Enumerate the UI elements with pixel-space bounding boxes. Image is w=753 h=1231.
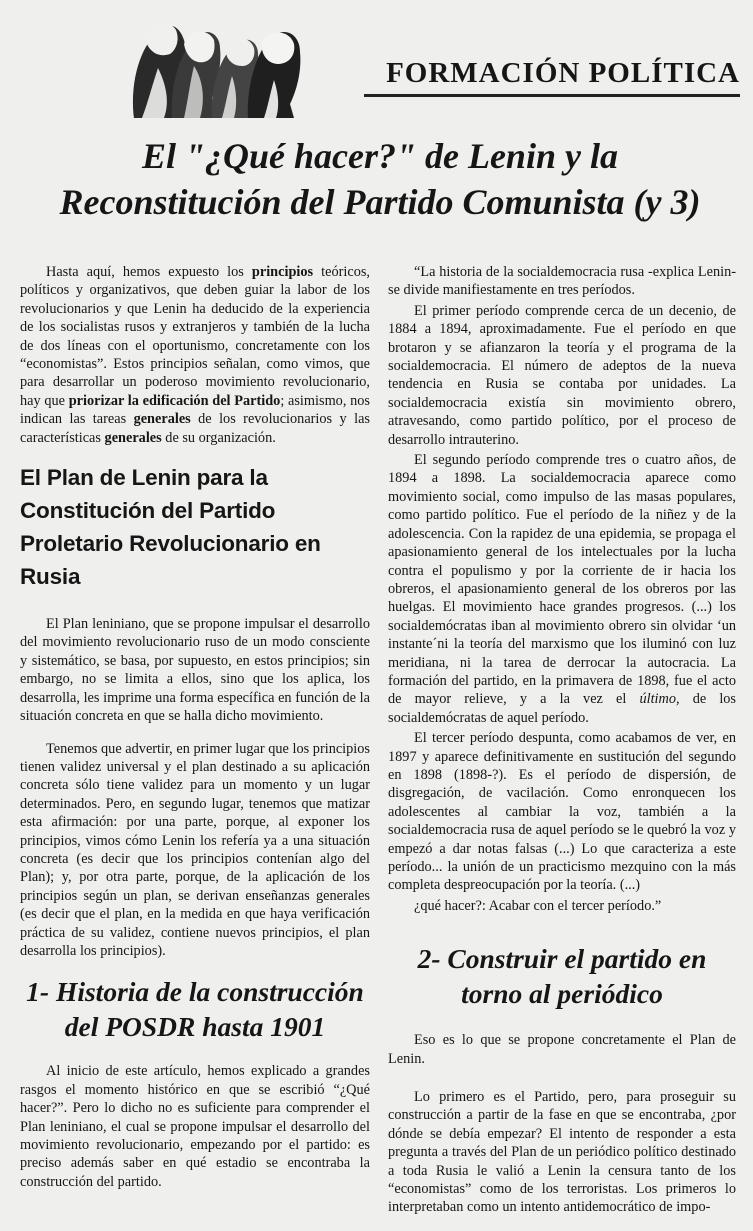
left-column	[20, 263, 370, 1205]
title-line: El "¿Qué hacer?" de Lenin y la	[142, 136, 618, 176]
right-column	[388, 263, 736, 1231]
portraits-illustration	[128, 6, 308, 124]
subheading: El Plan de Lenin para la Constitución del Partido Proletario Revolucionario en Rusia	[20, 465, 321, 590]
paragraph: “La historia de la socialdemocracia rusa -explica Lenin- se divide manifiestamente en tres períodos.	[388, 264, 736, 299]
title-line: Reconstitución del Partido Comunista (y 3)	[59, 182, 701, 222]
subheading: 2- Construir el partido en torno al periódico	[417, 943, 707, 1010]
paragraph: Eso es lo que se propone concretamente el Plan de Lenin.	[388, 1032, 736, 1067]
subheading: 1- Historia de la construcción del POSDR hasta 1901	[26, 976, 364, 1043]
paragraph: Lo primero es el Partido, pero, para proseguir su construcción a partir de la fase en que se encontraba, ¿por dónde se debía empezar? El intento de responder a esta pregunta a través del Plan de un periódico político destinado a toda Rusia le valió a Lenin la censura tanto de los “economistas” como de los terroristas. Los primeros lo interpretaban como un intento antidemocrático de impo-	[388, 1089, 736, 1216]
paragraph: El Plan leniniano, que se propone impulsar el desarrollo del movimiento revolucionario ruso de un modo consciente y sistemático, se basa, por supuesto, en estos principios; sin embargo, no se limita a ellos, sino que los aplica, los desarrolla, les imprime una forma específica en función de la situación concreta en que se halla dicho movimiento.	[20, 616, 370, 725]
paragraph: Hasta aquí, hemos expuesto los principios teóricos, políticos y organizativos, que deben guiar la labor de los revolucionarios y que Lenin ha deducido de la experiencia de los socialistas rusos y extranjeros y también de la lucha de dos líneas con el oportunismo, concretamente con los “economistas”. Estos principios señalan, como vimos, que para desarrollar un poderoso movimiento revolucionario, hay que priorizar la edificación del Partido; asimismo, nos indican las tareas generales de los revolucionarios y las características generales de su organización.	[20, 264, 370, 446]
paragraph: Tenemos que advertir, en primer lugar que los principios tienen validez universal y el plan destinado a su aplicación concreta sólo tiene validez para un momento y un lugar determinados. Pero, en segundo lugar, tenemos que matizar esta afirmación: por una parte, porque, al exponer los principios, vimos cómo Lenin los refería ya a una situación concreta (es decir que los principios contenían algo del Plan); y, por otra parte, porque, de la aplicación de los principios según un plan, se derivan enseñanzas generales (es decir que el plan, en la medida en que haya verificación práctica de su validez, contiene nuevos principios, el plan desarrolla los principios).	[20, 740, 370, 959]
article-title	[20, 133, 740, 225]
section-title: FORMACIÓN POLÍTICA	[364, 52, 740, 97]
paragraph: El primer período comprende cerca de un decenio, de 1884 a 1894, aproximadamente. Fue el período en que brotaron y se afianzaron la teoría y el programa de la socialdemocracia. El número de adeptos de la nueva tendencia en Rusia se contaba por unidades. La socialdemocracia existía sin movimiento obrero, atravesando, como partido político, por el proceso de desarrollo intrauterino.	[388, 302, 736, 448]
paragraph: El segundo período comprende tres o cuatro años, de 1894 a 1898. La socialdemocracia aparece como movimiento social, como impulso de las masas populares, como partido político. Fue el período de la niñez y de la adolescencia. Con la rapidez de una epidemia, se propaga el apasionamiento general de los intelectuales por la lucha contra el populismo y por la corriente de ir hacia los obreros, el apasionamiento general de los obreros por las huelgas. El movimiento hace grandes progresos. (...) los socialdemócratas iban al movimiento obrero sin olvidar ‘un instante´ni la teoría del marxismo que los iluminó con luz meridiana, ni la tarea de derrocar la autocracia. La formación del partido, en la primavera de 1898, fue el acto de mayor relieve, y a la vez el último, de los socialdemócratas de aquel período.	[388, 452, 737, 726]
paragraph: ¿qué hacer?: Acabar con el tercer período.”	[414, 897, 662, 914]
paragraph: Al inicio de este artículo, hemos explicado a grandes rasgos el momento histórico en que se escribió “¿Qué hacer?”. Pero lo dicho no es suficiente para comprender el Plan leniniano, el cual se propone impulsar el desarrollo del movimiento revolucionario, empezando por el partido: es preciso además saber en qué estadio se encontraba la construcción del partido.	[20, 1063, 370, 1190]
paragraph: El tercer período despunta, como acabamos de ver, en 1897 y aparece definitivamente en sustitución del segundo en 1898 (1898-?). Es el período de dispersión, de disgregación, de vacilación. Como enronquecen los adolescentes al cambiar la voz, también a la socialdemocracia rusa de aquel período se le quebró la voz y empezó a dar notas falsas (...) Lo que caracteriza a este período... la unión de un practicismo mezquino con la más completa despreocupación por la teoría. (...)	[388, 730, 736, 894]
